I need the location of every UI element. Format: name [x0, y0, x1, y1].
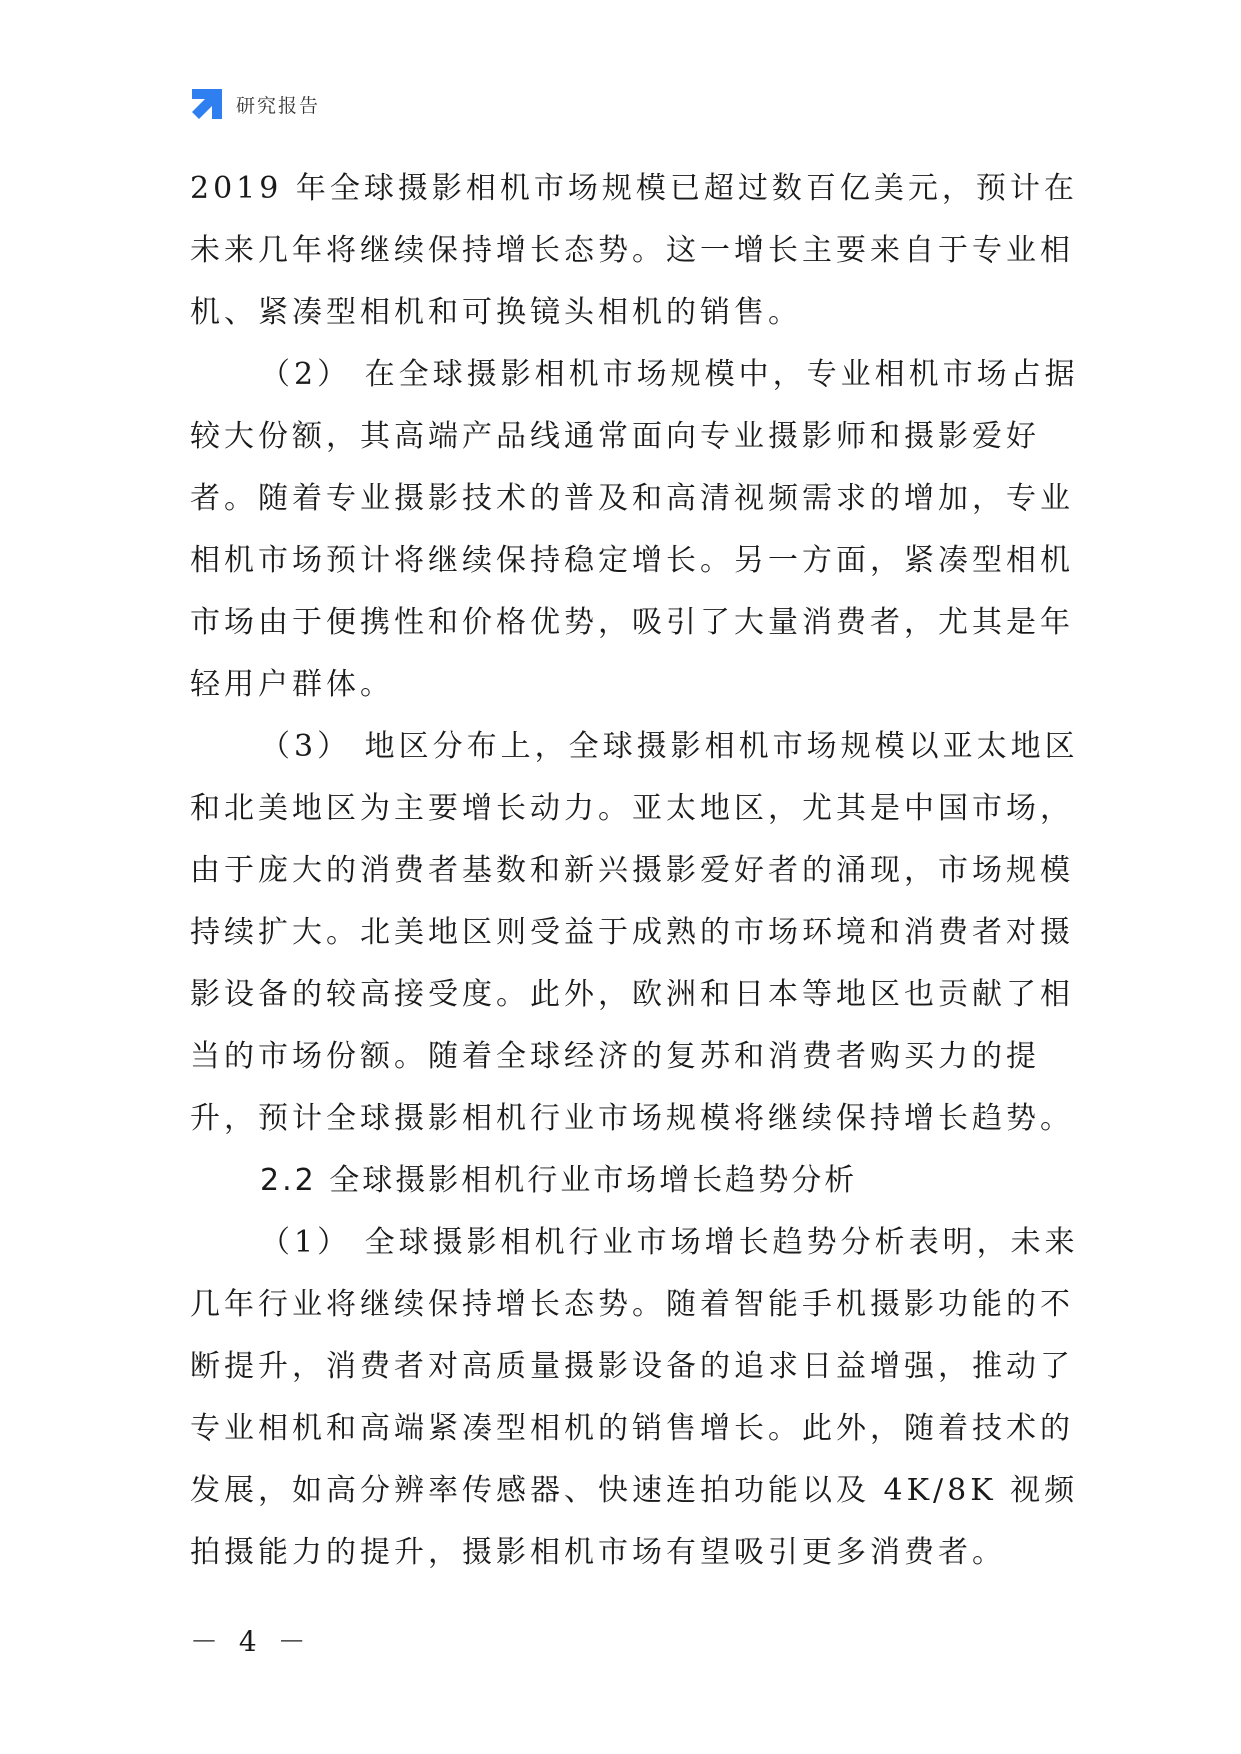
page-number: － 4 － — [190, 1625, 312, 1658]
arrow-up-right-icon — [190, 87, 224, 121]
document-body — [190, 158, 1090, 1584]
paragraph-2: （2） 在全球摄影相机市场规模中，专业相机市场占据较大份额，其高端产品线通常面向专业摄影师和摄影爱好者。随着专业摄影技术的普及和高清视频需求的增加，专业相机市场预计将继续保持稳定增长。另一方面，紧凑型相机市场由于便携性和价格优势，吸引了大量消费者，尤其是年轻用户群体。 — [190, 357, 1079, 702]
header-title: 研究报告 — [236, 94, 321, 117]
paragraph-4: （1） 全球摄影相机行业市场增长趋势分析表明，未来几年行业将继续保持增长态势。随着智能手机摄影功能的不断提升，消费者对高质量摄影设备的追求日益增强，推动了专业相机和高端紧凑型相机的销售增长。此外，随着技术的发展，如高分辨率传感器、快速连拍功能以及 4K/8K 视频拍摄能力的提升，摄影相机市场有望吸引更多消费者。 — [190, 1225, 1079, 1570]
page-header — [190, 86, 320, 122]
paragraph-1: 2019 年全球摄影相机市场规模已超过数百亿美元，预计在未来几年将继续保持增长态势。这一增长主要来自于专业相机、紧凑型相机和可换镜头相机的销售。 — [190, 171, 1078, 330]
section-heading: 2.2 全球摄影相机行业市场增长趋势分析 — [260, 1163, 858, 1198]
paragraph-3: （3） 地区分布上，全球摄影相机市场规模以亚太地区和北美地区为主要增长动力。亚太地区，尤其是中国市场，由于庞大的消费者基数和新兴摄影爱好者的涌现，市场规模持续扩大。北美地区则受益于成熟的市场环境和消费者对摄影设备的较高接受度。此外，欧洲和日本等地区也贡献了相当的市场份额。随着全球经济的复苏和消费者购买力的提升，预计全球摄影相机行业市场规模将继续保持增长趋势。 — [190, 729, 1079, 1136]
